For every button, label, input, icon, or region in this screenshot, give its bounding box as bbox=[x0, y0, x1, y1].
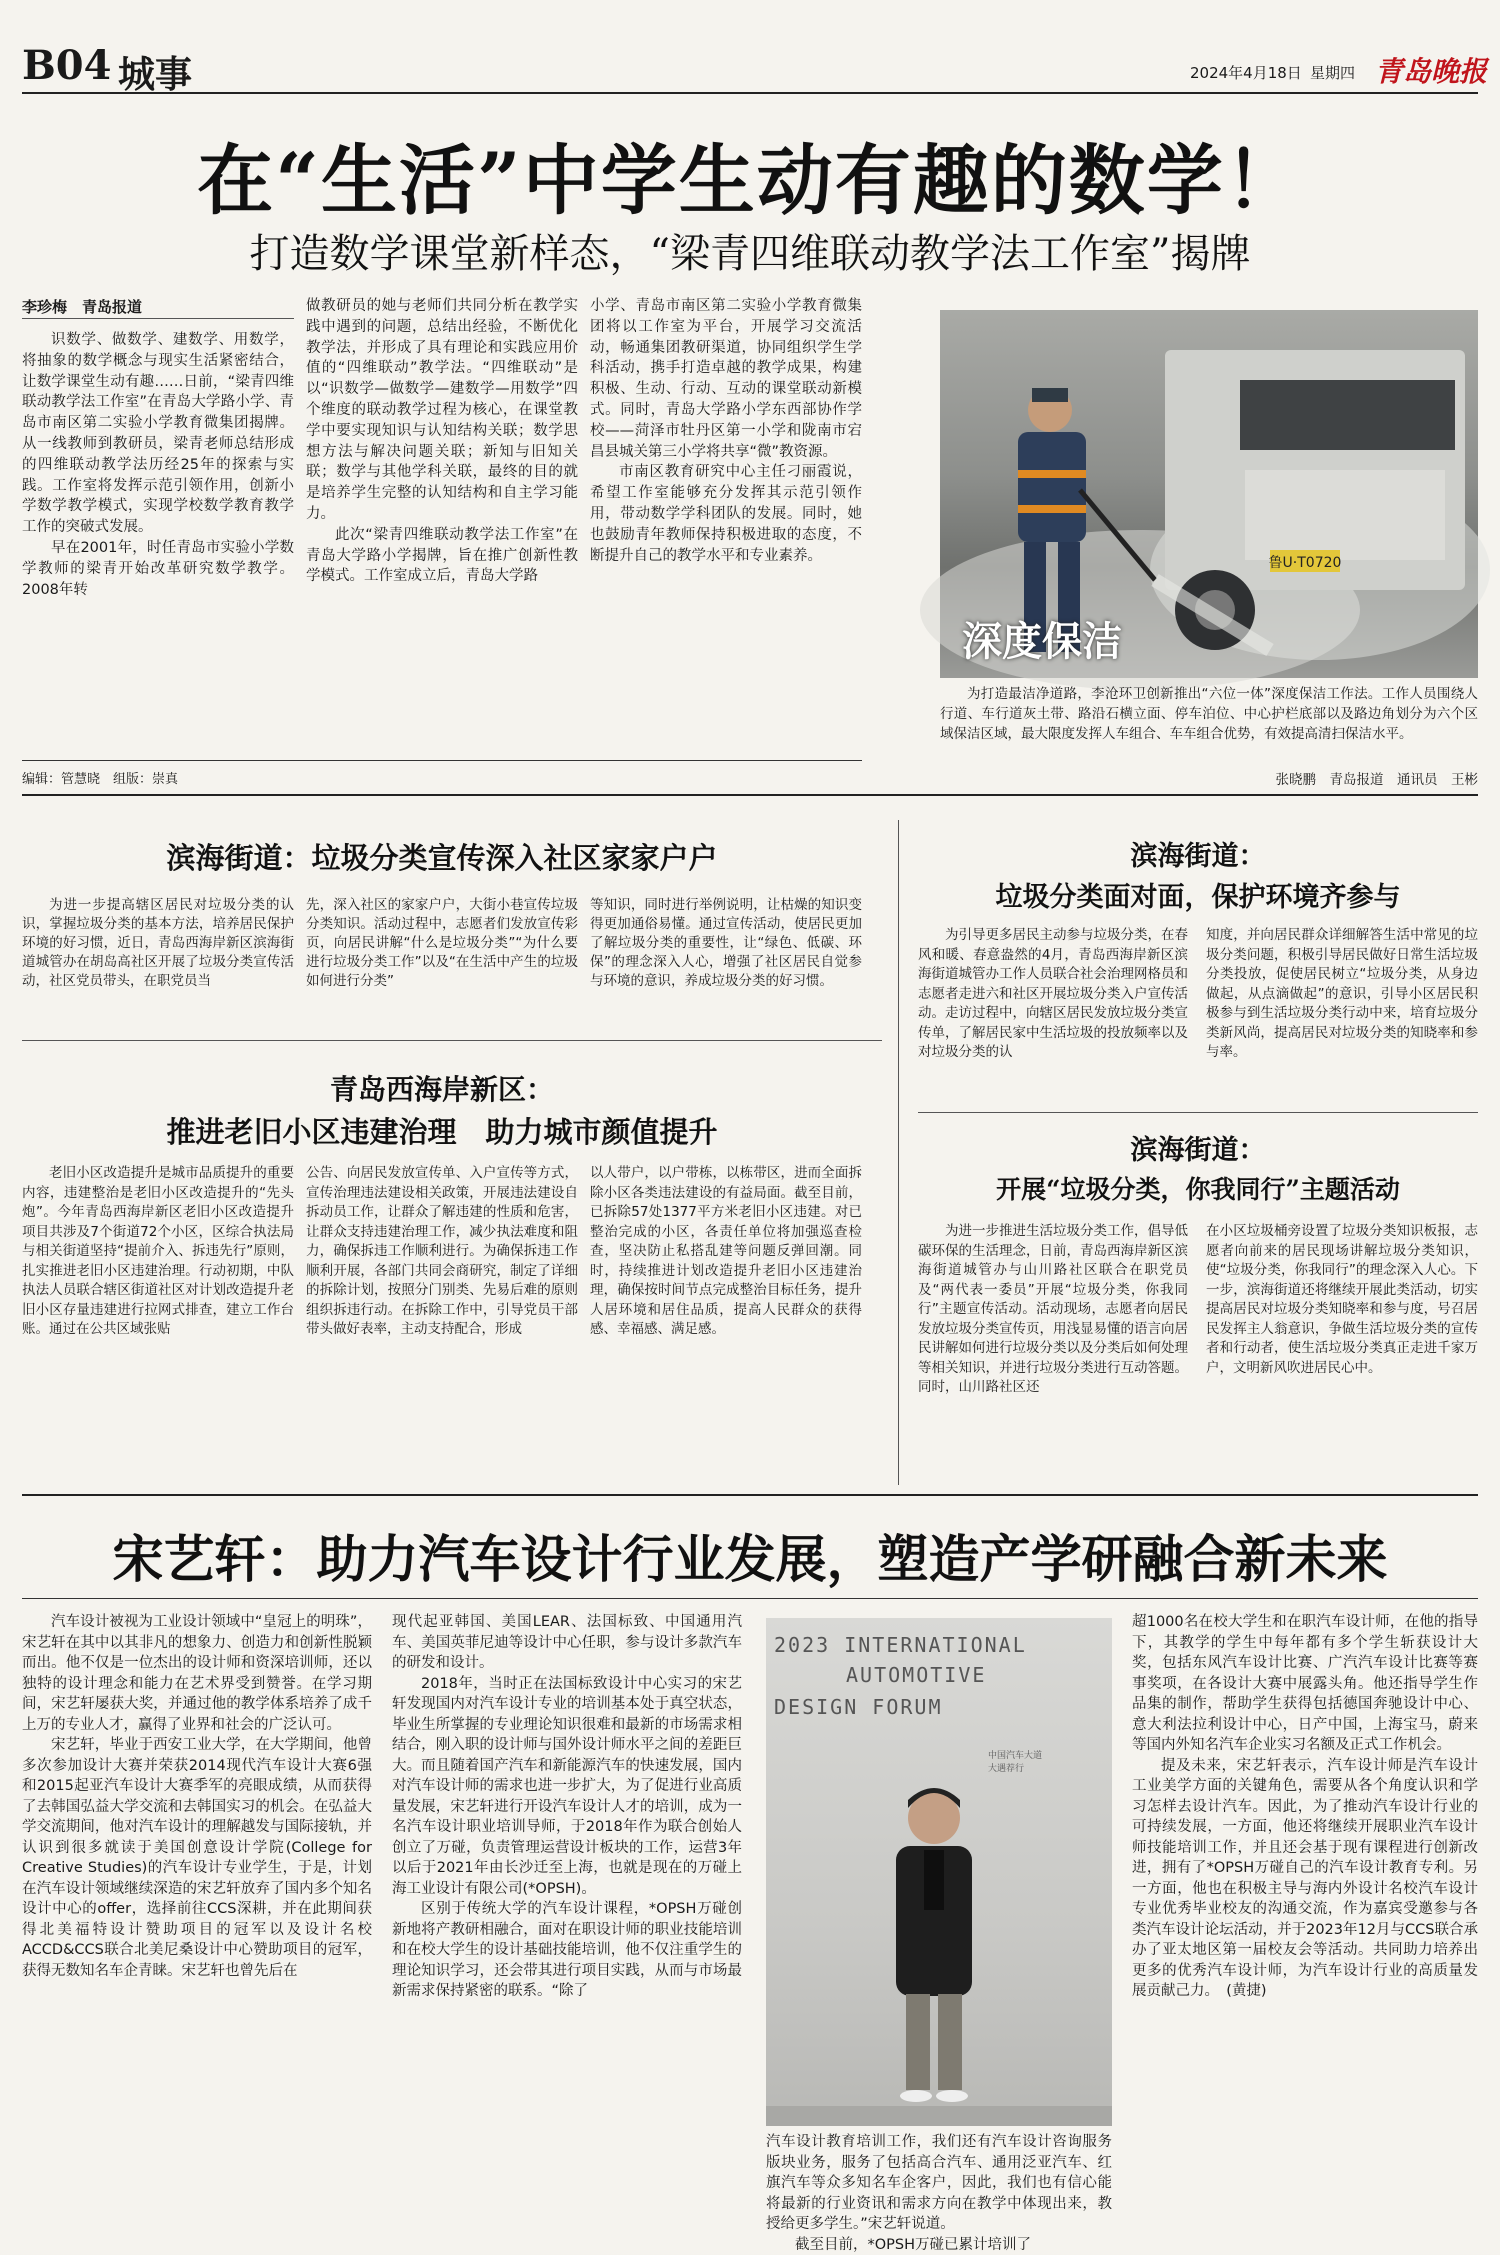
song-column-2 bbox=[392, 1612, 742, 2198]
paragraph: 2018年，当时正在法国标致设计中心实习的宋艺轩发现国内对汽车设计专业的培训基本处于真空状态，毕业生所掌握的专业理论知识很难和最新的市场需求相结合，刚入职的设计师与国外设计师水平之间的差距巨大。而且随着国产汽车和新能源汽车的快速发展，国内对汽车设计师的需求也进一步扩大，为了促进行业高质量发展，宋艺轩进行开设汽车设计人才的培训，成为一名汽车设计职业培训导师，于2018年作为联合创始人创立了万碰，负责管理运营设计板块的工作，运营3年以后于2021年由长沙迁至上海，也就是现在的万碰上海工业设计有限公司(*OPSH)。 bbox=[392, 1674, 742, 1900]
paragraph: 以人带户，以户带栋，以栋带区，进而全面拆除小区各类违法建设的有益局面。截至目前，已拆除57处1377平方米老旧小区违建。对已整治完成的小区，各责任单位将加强巡查检查，坚决防止私搭乱建等问题反弹回潮。同时，持续推进计划改造提升老旧小区违建治理，确保按时间节点完成整治目标任务，提升人居环境和居住品质，提高人民群众的获得感、幸福感、满足感。 bbox=[590, 1164, 862, 1340]
paragraph: 做教研员的她与老师们共同分析在教学实践中遇到的问题，总结出经验，不断优化教学法，并形成了具有理论和实践应用价值的“四维联动”教学法。“四维联动”是以“识数学—做数学—建数学—用数学”四个维度的联动教学过程为核心，在课堂教学中要实现知识与认知结构关联；数学思想方法与解决问题关联；新知与旧知关联；数学与其他学科关联，最终的目的就是培养学生完整的认知结构和自主学习能力。 bbox=[306, 296, 578, 525]
binhai1-column-2 bbox=[306, 896, 578, 1026]
song-column-4 bbox=[1132, 1612, 1478, 2198]
paragraph: 早在2001年，时任青岛市实验小学数学教师的梁青开始改革研究数学教学。2008年转 bbox=[22, 538, 294, 600]
xihaian-headline-main: 推进老旧小区违建治理 助力城市颜值提升 bbox=[22, 1110, 862, 1151]
paragraph: 小学、青岛市南区第二实验小学教育微集团将以工作室为平台，开展学习交流活动，畅通集团教研渠道，协同组织学生学科活动，携手打造卓越的教学成果，构建积极、生动、行动、互动的课堂联动新模式。同时，青岛大学路小学东西部协作学校——菏泽市牡丹区第一小学和陇南市宕昌县城关第三小学将共享“微”教资源。 bbox=[590, 296, 862, 462]
section-name: 城事 bbox=[118, 44, 192, 98]
editor-credit: 编辑：管慧晓 组版：崇真 bbox=[22, 768, 178, 787]
truck-plate: 鲁U·T0720 bbox=[1269, 555, 1342, 571]
page-code: B04 bbox=[22, 42, 111, 89]
paragraph: 区别于传统大学的汽车设计课程，*OPSH万碰创新地将产教研相融合，面对在职设计师的职业技能培训和在校大学生的设计基础技能培训，他不仅注重学生的理论知识学习，还会带其进行项目实践，从而与市场最新需求保持紧密的联系。“除了 bbox=[392, 1899, 742, 2002]
song-column-3 bbox=[766, 2132, 1112, 2198]
divider-vertical bbox=[898, 820, 899, 1485]
paragraph: 宋艺轩，毕业于西安工业大学，在大学期间，他曾多次参加设计大赛并荣获2014现代汽车设计大赛6强和2015起亚汽车设计大赛季军的亮眼成绩，从而获得了去韩国弘益大学交流和去韩国实习的机会。在弘益大学交流期间，他对汽车设计的理解越发与国际接轨，并认识到很多就读于美国创意设计学院(College for Creative Studies)的汽车设计专业学生，于是，计划在汽车设计领域继续深造的宋艺轩放弃了国内多个知名设计中心的offer，选择前往CCS深耕，并在此期间获得北美福特设计赞助项目的冠军以及设计名校ACCD&CCS联合北美尼桑设计中心赞助项目的冠军，获得无数知名车企青睐。宋艺轩也曾先后在 bbox=[22, 1735, 372, 1981]
paragraph: 现代起亚韩国、美国LEAR、法国标致、中国通用汽车、美国英菲尼迪等设计中心任职，参与设计多款汽车的研发和设计。 bbox=[392, 1612, 742, 1674]
street-cleaning-photo bbox=[940, 310, 1478, 678]
forum-text-line: DESIGN FORUM bbox=[774, 1695, 943, 1719]
binhai1-column-3 bbox=[590, 896, 862, 1026]
divider-horizontal bbox=[918, 1112, 1478, 1113]
paragraph: 汽车设计被视为工业设计领域中“皇冠上的明珠”，宋艺轩在其中以其非凡的想象力、创造力和创新性脱颖而出。他不仅是一位杰出的设计师和资深培训师，还以独特的设计理念和能力在艺术界受到赞誉。在学习期间，宋艺轩屡获大奖，并通过他的教学体系培养了成千上万的专业人才，赢得了业界和社会的广泛认可。 bbox=[22, 1612, 372, 1735]
song-column-1 bbox=[22, 1612, 372, 2198]
design-forum-illustration bbox=[766, 1618, 1112, 2126]
forum-badge: 中国汽车大道 bbox=[988, 1749, 1042, 1761]
binhai3-headline-top: 滨海街道： bbox=[918, 1128, 1478, 1167]
song-headline: 宋艺轩：助力汽车设计行业发展，塑造产学研融合新未来 bbox=[22, 1518, 1478, 1592]
binhai3-column-2 bbox=[1206, 1222, 1478, 1484]
binhai2-column-1 bbox=[918, 926, 1188, 1108]
lead-column-3 bbox=[590, 296, 862, 750]
paragraph: 为引导更多居民主动参与垃圾分类，在春风和暖、春意盎然的4月，青岛西海岸新区滨海街道城管办工作人员联合社会治理网格员和志愿者走进六和社区开展垃圾分类入户宣传活动。走访过程中，向辖区居民发放垃圾分类宣传单，了解居民家中生活垃圾的投放频率以及对垃圾分类的认 bbox=[918, 926, 1188, 1063]
xihaian-column-3 bbox=[590, 1164, 862, 1482]
forum-badge-2: 大遇荐行 bbox=[988, 1762, 1024, 1774]
lead-byline: 李珍梅 青岛报道 bbox=[22, 296, 142, 317]
binhai1-headline: 滨海街道：垃圾分类宣传深入社区家家户户 bbox=[22, 836, 862, 877]
song-headline-rule bbox=[22, 1598, 1478, 1599]
byline-rule bbox=[22, 318, 294, 319]
lead-column-1 bbox=[22, 330, 294, 750]
binhai1-column-1 bbox=[22, 896, 294, 1026]
paragraph: 为进一步推进生活垃圾分类工作，倡导低碳环保的生活理念，日前，青岛西海岸新区滨海街道城管办与山川路社区联合在职党员及“两代表一委员”开展“垃圾分类，你我同行”主题宣传活动。活动现场，志愿者向居民发放垃圾分类宣传页，用浅显易懂的语言向居民讲解如何进行垃圾分类以及分类后如何处理等相关知识，并进行垃圾分类进行互动答题。同时，山川路社区还 bbox=[918, 1222, 1188, 1398]
issue-date: 2024年4月18日 bbox=[1190, 62, 1302, 83]
photo1-credit: 张晓鹏 青岛报道 通讯员 王彬 bbox=[1180, 768, 1478, 788]
xihaian-column-1 bbox=[22, 1164, 294, 1482]
binhai2-column-2 bbox=[1206, 926, 1478, 1108]
design-forum-photo bbox=[766, 1618, 1112, 2126]
binhai2-headline-top: 滨海街道： bbox=[918, 834, 1478, 873]
paragraph: 截至目前，*OPSH万碰已累计培训了 bbox=[766, 2235, 1112, 2255]
paragraph: 识数学、做数学、建数学、用数学，将抽象的数学概念与现实生活紧密结合，让数学课堂生动有趣……日前，“梁青四维联动教学法工作室”在青岛大学路小学、青岛市南区第二实验小学教育微集团揭牌。从一线教师到教研员，梁青老师总结形成的四维联动教学法历经25年的探索与实践。工作室将发挥示范引领作用，创新小学数学教学模式，实现学校数学教育教学工作的突破式发展。 bbox=[22, 330, 294, 538]
divider-horizontal bbox=[22, 1040, 882, 1041]
paragraph: 先，深入社区的家家户户，大街小巷宣传垃圾分类知识。活动过程中，志愿者们发放宣传彩页，向居民讲解“什么是垃圾分类”“为什么要进行垃圾分类工作”以及“在生活中产生的垃圾如何进行分类” bbox=[306, 896, 578, 991]
xihaian-column-2 bbox=[306, 1164, 578, 1482]
forum-text-line: AUTOMOTIVE bbox=[846, 1663, 986, 1687]
section-rule bbox=[22, 1494, 1478, 1496]
photo-overlay-title: 深度保洁 bbox=[962, 610, 1122, 667]
binhai3-column-1 bbox=[918, 1222, 1188, 1484]
paragraph: 为进一步提高辖区居民对垃圾分类的认识，掌握垃圾分类的基本方法，培养居民保护环境的好习惯，近日，青岛西海岸新区滨海街道城管办在胡岛高社区开展了垃圾分类宣传活动，社区党员带头，在职党员当 bbox=[22, 896, 294, 991]
lead-subheadline: 打造数学课堂新样态，“梁青四维联动教学法工作室”揭牌 bbox=[22, 222, 1478, 279]
paragraph: 提及未来，宋艺轩表示，汽车设计师是汽车设计工业美学方面的关键角色，需要从各个角度认识和学习怎样去设计汽车。因此，为了推动汽车设计行业的可持续发展，一方面，他还将继续开展职业汽车设计师技能培训工作，并且还会基于现有课程进行创新改进，拥有了*OPSH万碰自己的汽车设计教育专利。另一方面，他也在积极主导与海内外设计名校汽车设计专业优秀毕业校友的沟通交流，作为嘉宾受邀参与各类汽车设计论坛活动，并于2023年12月与CCS联合承办了亚太地区第一届校友会等活动。共同助力培养出更多的优秀汽车设计师，为汽车设计行业的高质量发展贡献己力。 (黄捷) bbox=[1132, 1756, 1478, 2002]
paragraph: 在小区垃圾桶旁设置了垃圾分类知识板报，志愿者向前来的居民现场讲解垃圾分类知识，使“垃圾分类，你我同行”的理念深入人心。下一步，滨海街道还将继续开展此类活动，切实提高居民对垃圾分类知晓率和参与度，号召居民发挥主人翁意识，争做生活垃圾分类的宣传者和行动者，使生活垃圾分类真正走进千家万户，文明新风吹进居民心中。 bbox=[1206, 1222, 1478, 1378]
binhai3-headline-main: 开展“垃圾分类，你我同行”主题活动 bbox=[918, 1170, 1478, 1206]
binhai2-headline-main: 垃圾分类面对面，保护环境齐参与 bbox=[918, 875, 1478, 914]
paragraph: 超1000名在校大学生和在职汽车设计师，在他的指导下，其教学的学生中每年都有多个学生斩获设计大奖，包括东风汽车设计比赛、广汽汽车设计比赛等赛事奖项，在各设计大赛中展露头角。他还指导学生作品集的制作，帮助学生获得包括德国奔驰设计中心、意大利法拉利设计中心，日产中国，上海宝马，蔚来等国内外知名汽车企业实习名额及正式工作机会。 bbox=[1132, 1612, 1478, 1756]
issue-weekday: 星期四 bbox=[1310, 62, 1355, 83]
paragraph: 市南区教育研究中心主任刁丽霞说，希望工作室能够充分发挥其示范引领作用，带动数学学科团队的发展。同时，她也鼓励青年教师保持积极进取的态度，不断提升自己的教学水平和专业素养。 bbox=[590, 462, 862, 566]
lead-headline: 在“生活”中学生动有趣的数学！ bbox=[22, 120, 1478, 229]
lead-bottom-rule bbox=[22, 760, 862, 761]
xihaian-headline-top: 青岛西海岸新区： bbox=[22, 1068, 862, 1108]
paragraph: 老旧小区改造提升是城市品质提升的重要内容，违建整治是老旧小区改造提升的“先头炮”。今年青岛西海岸新区老旧小区改造提升项目共涉及7个街道72个小区，区综合执法局与相关街道坚持“提前介入、拆违先行”原则，扎实推进老旧小区违建治理。行动初期，中队执法人员联合辖区街道社区对计划改造提升老旧小区存量违建进行拉网式排查，建立工作台账。通过在公共区域张贴 bbox=[22, 1164, 294, 1340]
paragraph: 汽车设计教育培训工作，我们还有汽车设计咨询服务版块业务，服务了包括高合汽车、通用泛亚汽车、红旗汽车等众多知名车企客户，因此，我们也有信心能将最新的行业资讯和需求方向在教学中体现出来，教授给更多学生。”宋艺轩说道。 bbox=[766, 2132, 1112, 2235]
newspaper-logo: 青岛晚报 bbox=[1375, 50, 1487, 90]
paragraph: 知度，并向居民群众详细解答生活中常见的垃圾分类问题，积极引导居民做好日常生活垃圾分类投放，促使居民树立“垃圾分类，从身边做起，从点滴做起”的意识，引导小区居民积极参与到生活垃圾分类行动中来，培育垃圾分类新风尚，提高居民对垃圾分类的知晓率和参与率。 bbox=[1206, 926, 1478, 1063]
masthead-rule bbox=[22, 92, 1478, 94]
photo1-caption: 为打造最洁净道路，李沧环卫创新推出“六位一体”深度保洁工作法。工作人员围绕人行道、车行道灰土带、路沿石横立面、停车泊位、中心护栏底部以及路边角划分为六个区域保洁区域，最大限度发挥人车组合、车车组合优势，有效提高清扫保洁水平。 bbox=[940, 684, 1478, 744]
paragraph: 等知识，同时进行举例说明，让枯燥的知识变得更加通俗易懂。通过宣传活动，使居民更加了解垃圾分类的重要性，让“绿色、低碳、环保”的理念深入人心，增强了社区居民自觉参与环境的意识，养成垃圾分类的好习惯。 bbox=[590, 896, 862, 991]
section-rule bbox=[22, 794, 1478, 796]
forum-text-line: 2023 INTERNATIONAL bbox=[774, 1633, 1027, 1657]
paragraph: 公告、向居民发放宣传单、入户宣传等方式，宣传治理违法建设相关政策，开展违法建设自拆动员工作，让群众了解违建的性质和危害，让群众支持违建治理工作，减少执法难度和阻力，确保拆违工作顺利进行。为确保拆违工作顺利开展，各部门共同会商研究，制定了详细的拆除计划，按照分门别类、先易后难的原则组织拆违行动。在拆除工作中，引导党员干部带头做好表率，主动支持配合，形成 bbox=[306, 1164, 578, 1340]
paragraph: 此次“梁青四维联动教学法工作室”在青岛大学路小学揭牌，旨在推广创新性教学模式。工作室成立后，青岛大学路 bbox=[306, 525, 578, 587]
lead-column-2 bbox=[306, 296, 578, 750]
